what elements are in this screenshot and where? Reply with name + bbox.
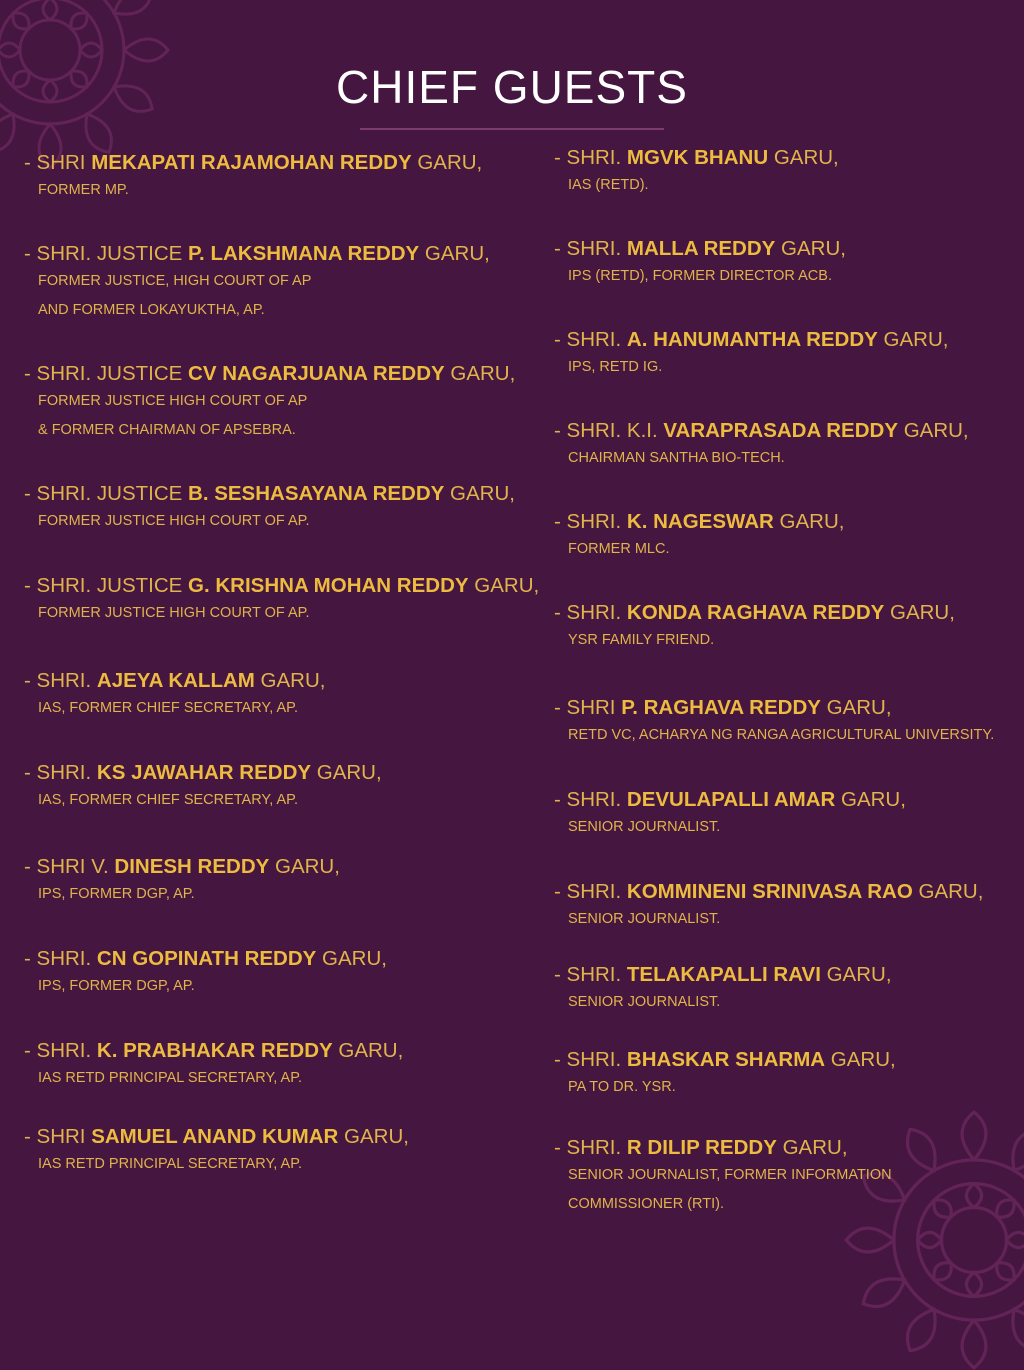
guest-prefix: - SHRI. [554, 601, 627, 624]
guest-name-line [24, 241, 534, 267]
guest-prefix: - SHRI [554, 696, 622, 719]
guest-suffix: GARU, [419, 242, 490, 265]
guest-suffix: GARU, [835, 788, 906, 811]
guest-entry [24, 241, 534, 325]
guest-prefix: - SHRI. [554, 1048, 627, 1071]
guest-prefix: - SHRI V. [24, 855, 115, 878]
guest-suffix: GARU, [912, 880, 984, 903]
guest-entry [24, 1124, 534, 1179]
guest-prefix: - SHRI. [554, 788, 627, 811]
guest-designation: FORMER JUSTICE HIGH COURT OF AP. [38, 605, 310, 621]
guest-entry [24, 1038, 534, 1093]
guest-suffix: GARU, [269, 855, 340, 878]
guest-name-line [554, 600, 1004, 626]
guest-name-line [24, 481, 534, 507]
guest-designation: IAS, FORMER CHIEF SECRETARY, AP. [38, 700, 298, 716]
guest-suffix: GARU, [884, 601, 955, 624]
guest-entry [554, 695, 1004, 750]
guest-designation: IAS RETD PRINCIPAL SECRETARY, AP. [38, 1070, 303, 1086]
guest-name: K. NAGESWAR [626, 510, 774, 533]
guest-entry [24, 760, 534, 815]
guest-designation: FORMER JUSTICE HIGH COURT OF AP. [38, 513, 310, 529]
guest-suffix: GARU, [825, 1048, 896, 1071]
guest-designation: AND FORMER LOKAYUKTHA, AP. [38, 302, 265, 318]
guest-entry [554, 327, 1004, 382]
guest-prefix: - SHRI. JUSTICE [24, 482, 189, 505]
guest-name-line [24, 573, 540, 599]
guest-name-line [554, 418, 1004, 444]
guest-name-line [24, 946, 534, 972]
guest-name: KONDA RAGHAVA REDDY [626, 601, 885, 624]
guest-designation: IPS, RETD IG. [568, 359, 663, 375]
guest-name: A. HANUMANTHA REDDY [626, 328, 878, 351]
guest-suffix: GARU, [468, 574, 540, 597]
page-title: CHIEF GUESTS [336, 61, 688, 113]
guest-name-line [554, 879, 1004, 905]
guest-prefix: - SHRI. JUSTICE [24, 242, 189, 265]
guest-name: DINESH REDDY [114, 855, 270, 878]
guest-designation: IPS (RETD), FORMER DIRECTOR ACB. [568, 268, 832, 284]
guest-name-line [554, 962, 1004, 988]
guest-name: AJEYA KALLAM [96, 669, 255, 692]
guest-designation: SENIOR JOURNALIST. [568, 819, 721, 835]
guest-entry [24, 854, 534, 909]
guest-entry [554, 787, 1004, 842]
guest-name: B. SESHASAYANA REDDY [188, 482, 445, 505]
guest-entry [24, 481, 534, 536]
guest-suffix: GARU, [338, 1125, 409, 1148]
guest-name-line [24, 1124, 534, 1150]
guest-suffix: GARU, [898, 419, 969, 442]
guest-designation: SENIOR JOURNALIST. [568, 911, 721, 927]
guest-name: P. LAKSHMANA REDDY [188, 242, 420, 265]
title-divider [360, 128, 664, 130]
guest-name-line [554, 787, 1004, 813]
guest-prefix: - SHRI. [554, 963, 627, 986]
guest-name-line [554, 145, 1004, 171]
guest-entry [24, 150, 534, 205]
guest-suffix: GARU, [776, 1136, 848, 1159]
guest-name-line [24, 1038, 534, 1064]
guest-designation: FORMER MLC. [568, 541, 670, 557]
guest-name-line [554, 509, 1004, 535]
guest-name: KS JAWAHAR REDDY [96, 761, 312, 784]
guest-suffix: GARU, [411, 151, 483, 174]
guest-entry [554, 1135, 1004, 1219]
guest-name-line [554, 695, 1004, 721]
guest-name: CN GOPINATH REDDY [96, 947, 317, 970]
guest-designation: FORMER JUSTICE, HIGH COURT OF AP [38, 273, 312, 289]
guest-entry [554, 145, 1004, 200]
guest-entry [24, 361, 534, 445]
guest-designation: COMMISSIONER (RTI). [568, 1196, 725, 1212]
guest-prefix: - SHRI [24, 151, 92, 174]
guest-designation: IAS, FORMER CHIEF SECRETARY, AP. [38, 792, 298, 808]
guest-name: MALLA REDDY [626, 237, 776, 260]
guest-prefix: - SHRI. JUSTICE [24, 362, 189, 385]
guest-suffix: GARU, [768, 146, 839, 169]
guest-entry [554, 879, 1004, 934]
guest-name-line [24, 668, 534, 694]
guest-name: CV NAGARJUANA REDDY [188, 362, 445, 385]
guest-suffix: GARU, [311, 761, 382, 784]
guest-entry [24, 668, 534, 723]
guest-name: MEKAPATI RAJAMOHAN REDDY [91, 151, 412, 174]
guest-designation: IAS RETD PRINCIPAL SECRETARY, AP. [38, 1156, 303, 1172]
guest-name-line [24, 760, 534, 786]
guest-suffix: GARU, [332, 1039, 404, 1062]
guest-prefix: - SHRI. [554, 1136, 627, 1159]
guest-suffix: GARU, [444, 362, 516, 385]
guest-entry [554, 600, 1004, 655]
guest-prefix: - SHRI [24, 1125, 92, 1148]
guest-suffix: GARU, [316, 947, 387, 970]
guest-designation: FORMER JUSTICE HIGH COURT OF AP [38, 393, 308, 409]
guest-designation: & FORMER CHAIRMAN OF APSEBRA. [38, 422, 296, 438]
guest-designation: SENIOR JOURNALIST, FORMER INFORMATION [568, 1167, 892, 1183]
guest-name: K. PRABHAKAR REDDY [96, 1039, 333, 1062]
guest-prefix: - SHRI. JUSTICE [24, 574, 189, 597]
guest-prefix: - SHRI. [24, 669, 97, 692]
guest-name-line [24, 854, 534, 880]
guest-name-line [554, 1047, 1004, 1073]
guest-name-line [554, 1135, 1004, 1161]
guest-prefix: - SHRI. K.I. [554, 419, 664, 442]
guest-prefix: - SHRI. [554, 510, 627, 533]
guest-prefix: - SHRI. [24, 1039, 97, 1062]
guest-prefix: - SHRI. [24, 947, 97, 970]
guest-entry [24, 946, 534, 1001]
guest-name: BHASKAR SHARMA [626, 1048, 826, 1071]
guest-prefix: - SHRI. [554, 328, 627, 351]
guest-suffix: GARU, [254, 669, 326, 692]
guest-name: MGVK BHANU [626, 146, 769, 169]
guest-name: R DILIP REDDY [626, 1136, 777, 1159]
guest-designation: SENIOR JOURNALIST. [568, 994, 721, 1010]
guest-suffix: GARU, [773, 510, 845, 533]
guest-suffix: GARU, [820, 696, 892, 719]
guest-name-line [24, 150, 534, 176]
guest-entry [24, 573, 540, 628]
guest-designation: YSR FAMILY FRIEND. [568, 632, 715, 648]
guest-name: KOMMINENI SRINIVASA RAO [626, 880, 913, 903]
guest-prefix: - SHRI. [24, 761, 97, 784]
guest-suffix: GARU, [444, 482, 515, 505]
guest-suffix: GARU, [877, 328, 949, 351]
guest-designation: CHAIRMAN SANTHA BIO-TECH. [568, 450, 785, 466]
guest-prefix: - SHRI. [554, 880, 627, 903]
guest-designation: IPS, FORMER DGP, AP. [38, 978, 195, 994]
guest-entry [554, 1047, 1004, 1102]
guest-name: DEVULAPALLI AMAR [626, 788, 836, 811]
guest-designation: FORMER MP. [38, 182, 129, 198]
guest-prefix: - SHRI. [554, 146, 627, 169]
guest-entry [554, 418, 1004, 473]
guest-prefix: - SHRI. [554, 237, 627, 260]
guest-name: TELAKAPALLI RAVI [626, 963, 821, 986]
guest-name: G. KRISHNA MOHAN REDDY [188, 574, 469, 597]
guest-entry [554, 236, 1004, 291]
guest-name-line [24, 361, 534, 387]
guest-entry [554, 509, 1004, 564]
guest-name: SAMUEL ANAND KUMAR [91, 1125, 339, 1148]
guest-name: P. RAGHAVA REDDY [621, 696, 821, 719]
guest-name-line [554, 236, 1004, 262]
guest-suffix: GARU, [775, 237, 846, 260]
guest-designation: RETD VC, ACHARYA NG RANGA AGRICULTURAL UNIVERSITY. [568, 727, 995, 743]
guest-name-line [554, 327, 1004, 353]
guest-entry [554, 962, 1004, 1017]
guest-suffix: GARU, [820, 963, 892, 986]
guest-name: VARAPRASADA REDDY [663, 419, 898, 442]
guest-designation: IAS (RETD). [568, 177, 649, 193]
guest-designation: PA TO DR. YSR. [568, 1079, 676, 1095]
guest-designation: IPS, FORMER DGP, AP. [38, 886, 195, 902]
